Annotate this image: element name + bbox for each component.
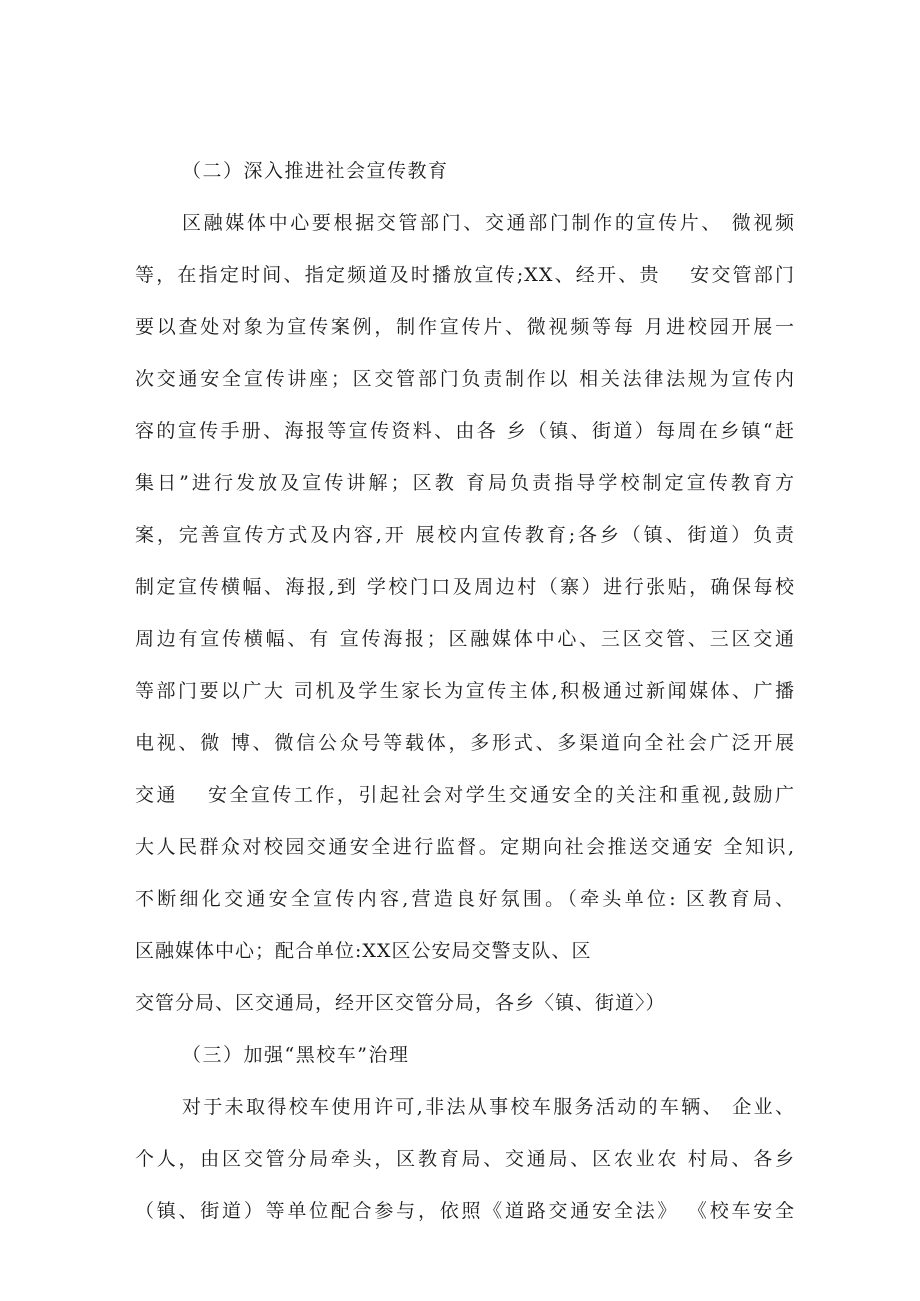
paragraph-line: 要以查处对象为宣传案例，制作宣传片、微视频等每 月进校园开展一 (135, 316, 795, 338)
paragraph-line: 交管分局、区交通局，经开区交管分局，各乡〈镇、街道〉） (135, 992, 666, 1014)
paragraph-line: 不断细化交通安全宣传内容,营造良好氛围。（牵头单位: 区教育局、 (135, 888, 795, 910)
paragraph-line: 案，完善宣传方式及内容,开 展校内宣传教育;各乡（镇、街道）负责 (135, 524, 795, 546)
paragraph-line: 对于未取得校车使用许可,非法从事校车服务活动的车辆、 企业、 (182, 1096, 795, 1118)
paragraph-line: 大人民群众对校园交通安全进行监督。定期向社会推送交通安 全知识, (135, 836, 795, 858)
paragraph-line: 周边有宣传横幅、有 宣传海报；区融媒体中心、三区交管、三区交通 (135, 628, 795, 650)
paragraph-line: 容的宣传手册、海报等宣传资料、由各 乡（镇、街道）每周在乡镇“赶 (135, 420, 795, 442)
paragraph-line: （镇、街道）等单位配合参与，依照《道路交通安全法》 《校车安全 (135, 1200, 795, 1222)
paragraph-line: 区融媒体中心要根据交管部门、交通部门制作的宣传片、 微视频 (182, 212, 795, 234)
paragraph-line: 集日”进行发放及宣传讲解；区教 育局负责指导学校制定宣传教育方 (135, 472, 795, 494)
paragraph-line: 次交通安全宣传讲座；区交管部门负责制作以 相关法律法规为宣传内 (135, 368, 795, 390)
paragraph-line: 个人，由区交管分局牵头，区教育局、交通局、区农业农 村局、各乡 (135, 1148, 795, 1170)
paragraph-line: 区融媒体中心；配合单位:XX区公安局交警支队、区 (135, 940, 592, 962)
section-heading-2: （二）深入推进社会宣传教育 (182, 160, 449, 182)
paragraph-line: 等，在指定时间、指定频道及时播放宣传;XX、经开、贵 安交管部门 (135, 264, 795, 286)
paragraph-line: 交通 安全宣传工作，引起社会对学生交通安全的关注和重视,鼓励广 (135, 784, 795, 806)
paragraph-line: 电视、微 博、微信公众号等载体，多形式、多渠道向全社会广泛开展 (135, 732, 795, 754)
section-heading-3: （三）加强“黑校车”治理 (182, 1044, 410, 1066)
paragraph-line: 制定宣传横幅、海报,到 学校门口及周边村（寨）进行张贴，确保每校 (135, 576, 795, 598)
paragraph-line: 等部门要以广大 司机及学生家长为宣传主体,积极通过新闻媒体、广播 (135, 680, 795, 702)
